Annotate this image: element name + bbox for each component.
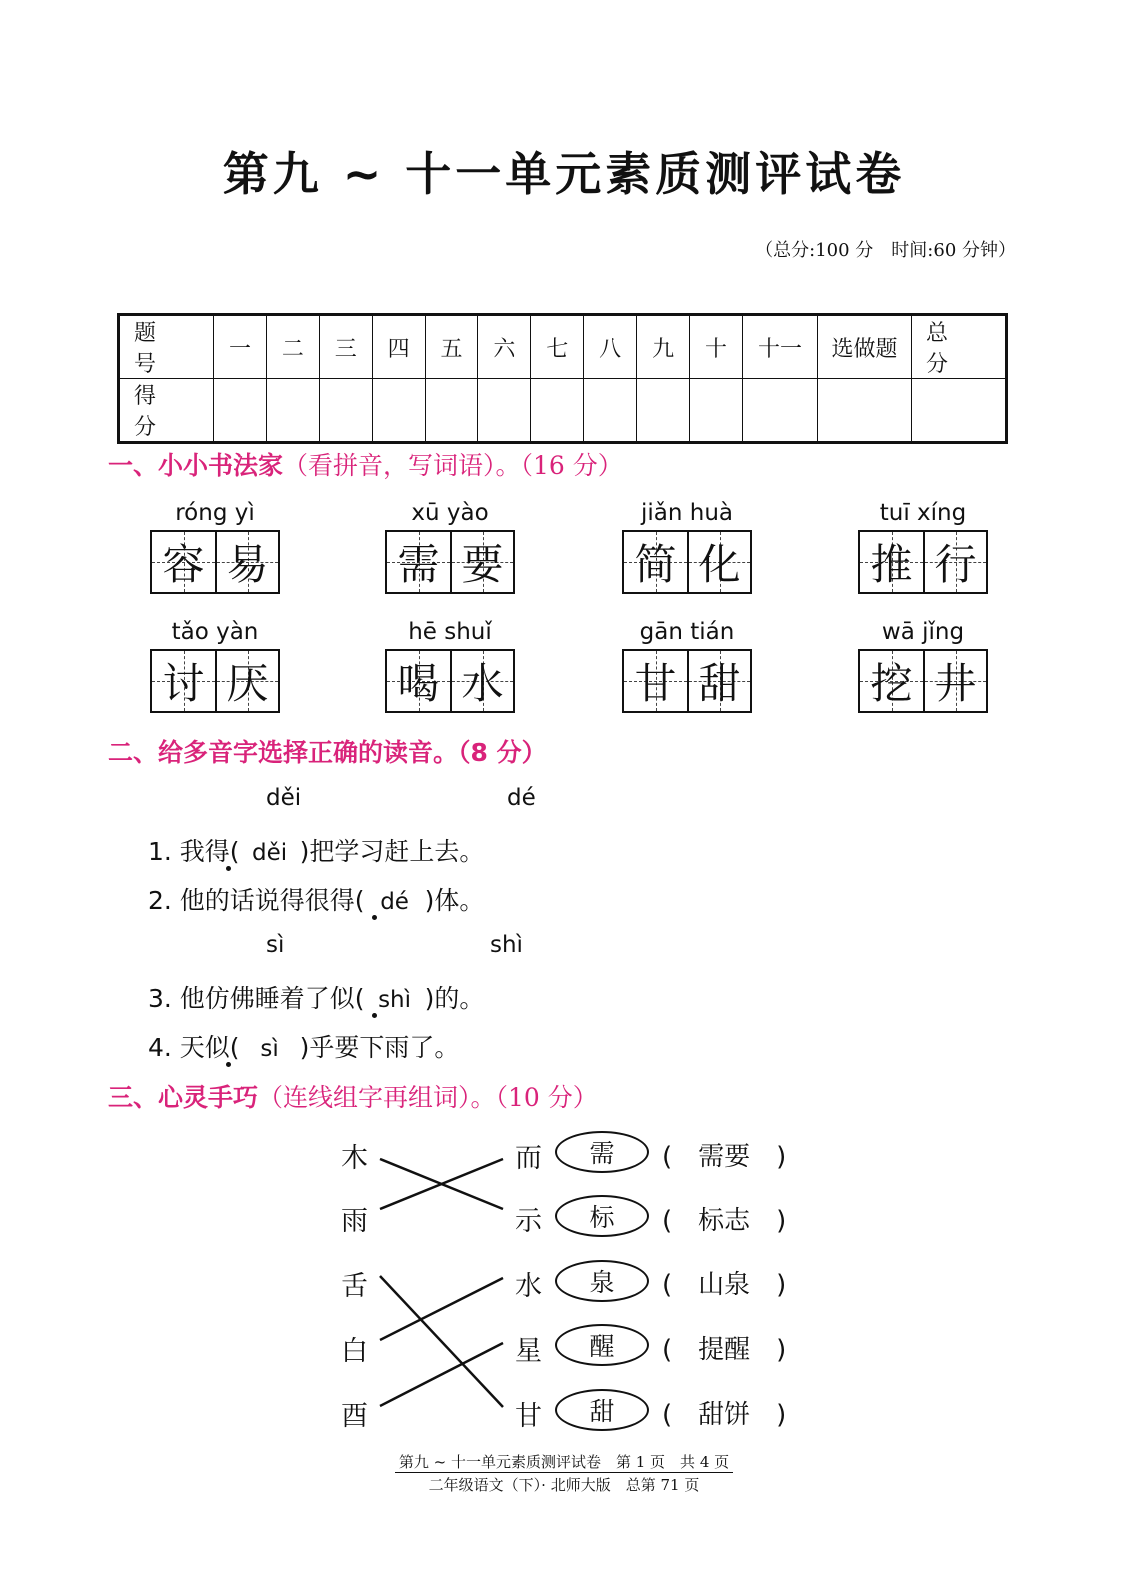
pinyin-option: sì [266, 932, 285, 958]
left-radical[interactable]: 白 [341, 1336, 368, 1367]
answer-blank[interactable]: dé [380, 889, 409, 915]
answer-char: 推 [870, 540, 913, 589]
formed-char-oval [555, 1260, 649, 1302]
score-header-cell: 四 [372, 315, 425, 379]
answer-blank[interactable]: děi [251, 840, 288, 866]
formed-word: ( 标志 ) [662, 1206, 787, 1236]
answer-char: 喝 [397, 659, 440, 708]
score-header-cell: 总 分 [912, 315, 1007, 379]
page-footer [0, 1451, 1128, 1472]
pinyin-label: gān tián [639, 619, 735, 645]
score-header-cell: 七 [531, 315, 584, 379]
formed-char-oval [555, 1389, 649, 1431]
right-component[interactable]: 而 [515, 1143, 542, 1174]
left-radical[interactable]: 木 [341, 1143, 368, 1174]
page-footer-sub: 二年级语文（下）· 北师大版 总第 71 页 [428, 1476, 700, 1494]
left-radical[interactable]: 酉 [341, 1401, 368, 1432]
question-text: )乎要下雨了。 [299, 1033, 460, 1062]
pinyin-label: jiǎn huà [640, 500, 733, 526]
score-header-cell: 五 [425, 315, 478, 379]
score-header-cell: 十一 [743, 315, 818, 379]
pinyin-option: shì [490, 932, 523, 958]
pinyin-option: dé [507, 785, 536, 811]
right-component[interactable]: 甘 [515, 1401, 542, 1432]
section-3-title: 三、心灵手巧 [108, 1083, 259, 1112]
answer-blank[interactable]: shì [378, 987, 412, 1013]
left-radical[interactable]: 舌 [341, 1271, 368, 1302]
right-component[interactable]: 水 [515, 1271, 542, 1302]
section-1-note: （看拼音，写词语）。（16 分） [283, 451, 623, 480]
answer-char: 容 [162, 540, 205, 589]
formed-word: ( 甜饼 ) [662, 1400, 787, 1430]
word-text: 甜饼 [698, 1400, 751, 1430]
right-component[interactable]: 示 [515, 1206, 542, 1237]
exam-info: （总分:100 分 时间:60 分钟） [755, 240, 1016, 261]
formed-word: ( 需要 ) [662, 1142, 787, 1172]
section-2-heading: 二、给多音字选择正确的读音。（8 分） [108, 738, 547, 767]
footer-line-1: 第九 ~ 十一单元素质测评试卷 第 1 页 共 4 页 [395, 1453, 733, 1473]
match-line [380, 1343, 503, 1406]
pinyin-option: děi [266, 785, 302, 811]
answer-char: 讨 [162, 659, 205, 708]
answer-char: 要 [461, 540, 504, 589]
word-text: 需要 [698, 1142, 751, 1172]
formed-char: 泉 [589, 1268, 615, 1297]
match-line [380, 1278, 503, 1340]
word-text: 提醒 [698, 1335, 751, 1365]
question-text: )体。 [424, 886, 485, 915]
section-3-note: （连线组字再组词）。（10 分） [258, 1083, 598, 1112]
question-text: )把学习赶上去。 [299, 837, 485, 866]
pinyin-label: tuī xíng [879, 500, 967, 526]
answer-char: 水 [461, 659, 504, 708]
answer-char: 挖 [870, 659, 913, 708]
score-header-cell: 二 [266, 315, 319, 379]
formed-char-oval [555, 1131, 649, 1173]
pinyin-label: hē shuǐ [408, 619, 492, 645]
question-text: 4. 天似( [148, 1033, 240, 1062]
formed-char-oval [555, 1324, 649, 1366]
match-line [380, 1276, 503, 1407]
section-1-title: 一、小小书法家 [108, 451, 284, 480]
answer-blank[interactable]: sì [260, 1036, 279, 1062]
question-text: 2. 他的话说得很得( [148, 886, 365, 915]
question-text: )的。 [424, 984, 485, 1013]
page-title: 第九 ~ 十一单元素质测评试卷 [222, 147, 906, 201]
answer-char: 甘 [634, 659, 677, 708]
formed-char-oval [555, 1195, 649, 1237]
pinyin-label: róng yì [175, 500, 255, 526]
answer-char: 需 [397, 540, 440, 589]
answer-char: 厌 [226, 659, 269, 708]
score-header-cell: 选做题 [818, 315, 912, 379]
score-header-cell: 八 [584, 315, 637, 379]
word-text: 标志 [698, 1206, 751, 1236]
right-component[interactable]: 星 [515, 1336, 542, 1367]
answer-char: 易 [226, 540, 269, 589]
formed-char: 醒 [589, 1332, 615, 1361]
formed-word: ( 山泉 ) [662, 1270, 787, 1300]
answer-char: 简 [634, 540, 677, 589]
word-text: 山泉 [698, 1270, 751, 1300]
pinyin-label: wā jǐng [881, 619, 965, 645]
answer-char: 甜 [698, 659, 741, 708]
answer-char: 化 [698, 540, 741, 589]
answer-char: 行 [934, 540, 977, 589]
question-text: 3. 他仿佛睡着了似( [148, 984, 365, 1013]
score-header-cell: 三 [319, 315, 372, 379]
left-radical[interactable]: 雨 [341, 1206, 368, 1237]
formed-char: 需 [589, 1139, 615, 1168]
formed-char: 甜 [589, 1397, 615, 1426]
score-row-label: 得 分 [119, 379, 214, 443]
question-text: 1. 我得( [148, 837, 240, 866]
formed-word: ( 提醒 ) [662, 1335, 787, 1365]
score-header-cell: 一 [214, 315, 267, 379]
score-header-cell: 题 号 [119, 315, 214, 379]
score-header-cell: 十 [690, 315, 743, 379]
formed-char: 标 [589, 1203, 615, 1232]
answer-char: 井 [934, 659, 977, 708]
pinyin-label: tǎo yàn [171, 619, 259, 645]
score-header-cell: 六 [478, 315, 531, 379]
score-header-cell: 九 [637, 315, 690, 379]
pinyin-label: xū yào [411, 500, 489, 526]
